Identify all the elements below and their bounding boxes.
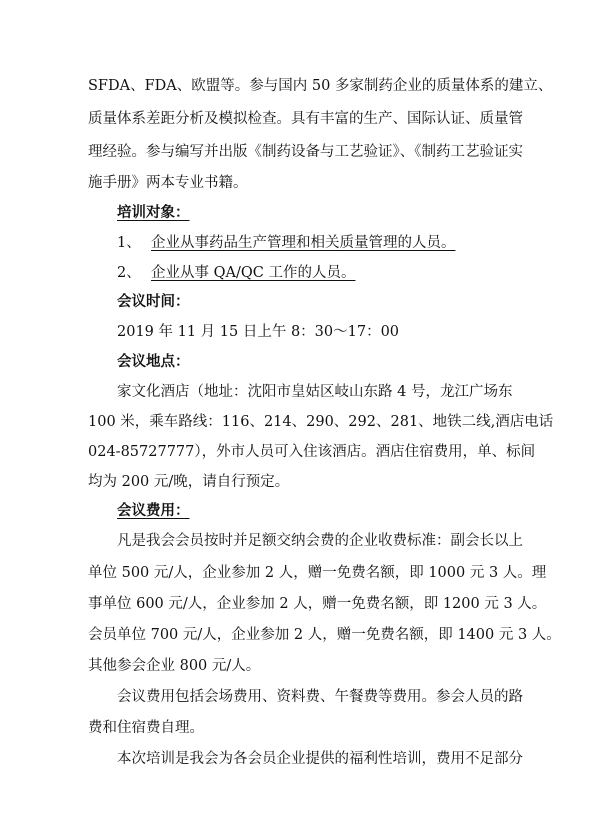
fee-line: 事单位 600 元/人，企业参加 2 人，赠一免费名额，即 1200 元 3 人。 [88, 596, 547, 612]
intro-line: SFDA、FDA、欧盟等。参与国内 50 多家制药企业的质量体系的建立、 [88, 78, 553, 94]
list-item-number: 2、 [117, 265, 141, 281]
intro-line: 理经验。参与编写并出版《制药设备与工艺验证》、《制药工艺验证实 [88, 144, 523, 160]
list-item [117, 233, 456, 253]
list-item-number: 1、 [117, 235, 141, 251]
training-targets-heading: 培训对象： [117, 205, 190, 221]
location-line: 家文化酒店（地址：沈阳市皇姑区岐山东路 4 号，龙江广场东 [117, 384, 513, 400]
intro-line: 质量体系差距分析及模拟检查。具有丰富的生产、国际认证、质量管 [88, 111, 523, 127]
location-line: 100 米，乘车路线：116、214、290、292、281、地铁二线,酒店电话 [88, 414, 554, 430]
location-line: 024-85727777），外市人员可入住该酒店。酒店住宿费用，单、标间 [88, 444, 536, 460]
fee-line: 本次培训是我会为各会员企业提供的福利性培训，费用不足部分 [117, 751, 523, 767]
list-item [117, 263, 355, 283]
meeting-time-text: 2019 年 11 月 15 日上午 8：30～17：00 [117, 324, 400, 340]
meeting-fee-heading: 会议费用： [117, 503, 190, 519]
meeting-time-heading: 会议时间： [117, 294, 190, 310]
location-line: 均为 200 元/晚，请自行预定。 [88, 474, 290, 490]
meeting-location-heading: 会议地点： [117, 354, 190, 370]
list-item-text: 企业从事药品生产管理和相关质量管理的人员。 [151, 235, 456, 251]
fee-line: 单位 500 元/人，企业参加 2 人，赠一免费名额，即 1000 元 3 人。理 [88, 565, 547, 581]
fee-line: 凡是我会会员按时并足额交纳会费的企业收费标准：副会长以上 [117, 533, 523, 549]
fee-line: 会议费用包括会场费用、资料费、午餐费等费用。参会人员的路 [117, 689, 523, 705]
fee-line: 费和住宿费自理。 [88, 720, 204, 736]
fee-line: 会员单位 700 元/人，企业参加 2 人，赠一免费名额，即 1400 元 3 人。 [88, 627, 561, 643]
intro-line: 施手册》两本专业书籍。 [88, 175, 248, 191]
fee-line: 其他参会企业 800 元/人。 [88, 658, 261, 674]
list-item-text: 企业从事 QA/QC 工作的人员。 [151, 265, 356, 281]
